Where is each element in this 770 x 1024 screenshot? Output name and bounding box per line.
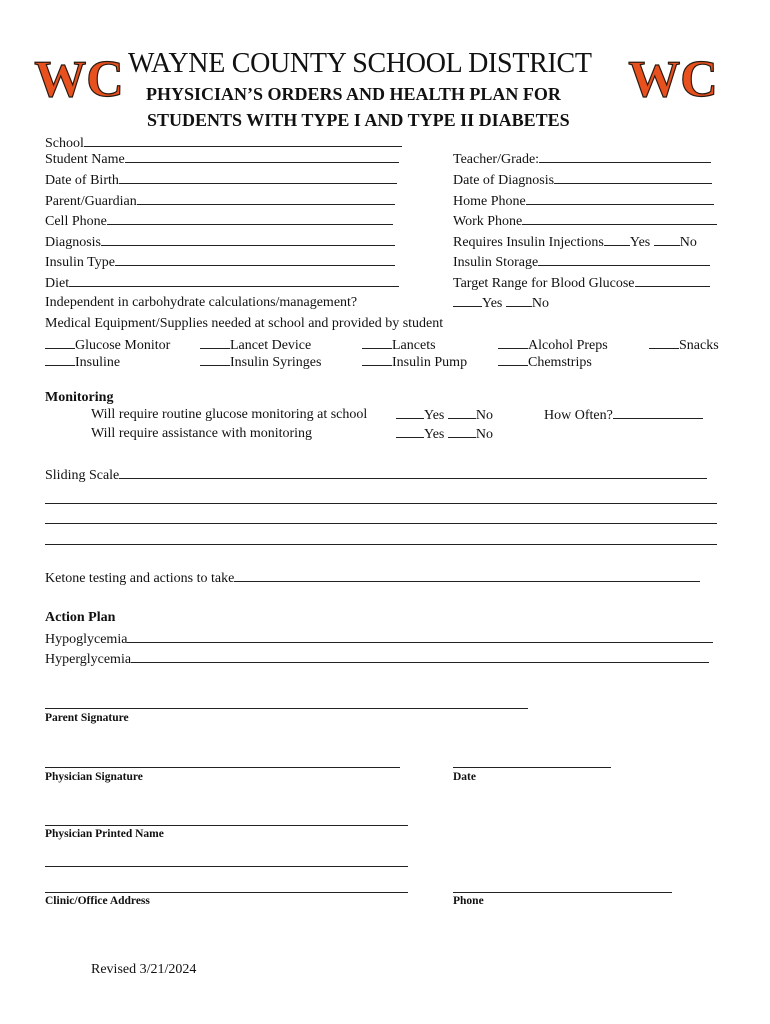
ketone-field[interactable]: Ketone testing and actions to take <box>45 570 700 587</box>
diagnosis-field[interactable]: Diagnosis <box>45 234 395 251</box>
district-logo-left-icon <box>34 48 124 108</box>
home-phone-field[interactable]: Home Phone <box>453 193 714 210</box>
clinic-address-label: Clinic/Office Address <box>45 895 150 907</box>
supply-snacks[interactable]: Snacks <box>649 337 719 354</box>
subtitle-line-1: PHYSICIAN’S ORDERS AND HEALTH PLAN FOR <box>146 84 561 104</box>
sliding-scale-line-2[interactable] <box>45 503 717 504</box>
target-range-field[interactable]: Target Range for Blood Glucose <box>453 275 710 292</box>
parent-guardian-field[interactable]: Parent/Guardian <box>45 193 395 210</box>
supply-insuline[interactable]: Insuline <box>45 354 120 371</box>
phone-line[interactable] <box>453 892 672 893</box>
supply-alcohol-preps[interactable]: Alcohol Preps <box>498 337 608 354</box>
monitoring-heading: Monitoring <box>45 390 114 405</box>
physician-signature-line[interactable] <box>45 767 400 768</box>
insulin-storage-field[interactable]: Insulin Storage <box>453 254 710 271</box>
district-logo-right-icon <box>628 48 718 108</box>
logo-text: WC <box>628 51 718 108</box>
physician-printed-name-line[interactable] <box>45 825 408 826</box>
date-line[interactable] <box>453 767 611 768</box>
supply-insulin-pump[interactable]: Insulin Pump <box>362 354 467 371</box>
teacher-grade-field[interactable]: Teacher/Grade: <box>453 151 711 168</box>
sliding-scale-line-4[interactable] <box>45 544 717 545</box>
parent-signature-label: Parent Signature <box>45 712 129 724</box>
hyperglycemia-field[interactable]: Hyperglycemia <box>45 651 709 668</box>
routine-monitoring-answer[interactable]: Yes No <box>396 407 493 424</box>
diet-field[interactable]: Diet <box>45 275 399 292</box>
date-label: Date <box>453 771 476 783</box>
phone-label: Phone <box>453 895 484 907</box>
how-often-field[interactable]: How Often? <box>544 407 703 424</box>
address-line-1[interactable] <box>45 866 408 867</box>
date-of-diagnosis-field[interactable]: Date of Diagnosis <box>453 172 712 189</box>
requires-insulin-field[interactable]: Requires Insulin Injections Yes No <box>453 235 697 250</box>
sliding-scale-line-3[interactable] <box>45 523 717 524</box>
logo-text: WC <box>34 51 124 108</box>
supply-lancet-device[interactable]: Lancet Device <box>200 337 311 354</box>
revised-date: Revised 3/21/2024 <box>91 962 197 977</box>
supply-glucose-monitor[interactable]: Glucose Monitor <box>45 337 170 354</box>
routine-monitoring-label: Will require routine glucose monitoring at school <box>91 407 368 422</box>
supply-chemstrips[interactable]: Chemstrips <box>498 354 592 371</box>
assistance-monitoring-answer[interactable]: Yes No <box>396 426 493 443</box>
assistance-monitoring-label: Will require assistance with monitoring <box>91 426 313 441</box>
cell-phone-field[interactable]: Cell Phone <box>45 213 393 230</box>
student-name-field[interactable]: Student Name <box>45 151 399 168</box>
insulin-type-field[interactable]: Insulin Type <box>45 254 395 271</box>
school-field[interactable]: School <box>45 135 402 152</box>
independent-question: Independent in carbohydrate calculations/management? <box>45 295 358 310</box>
address-line-2[interactable] <box>45 892 408 893</box>
independent-answer[interactable]: Yes No <box>453 295 549 312</box>
page-title: WAYNE COUNTY SCHOOL DISTRICT <box>128 48 592 79</box>
physician-printed-name-label: Physician Printed Name <box>45 828 164 840</box>
physician-signature-label: Physician Signature <box>45 771 143 783</box>
sliding-scale-field[interactable]: Sliding Scale <box>45 467 707 484</box>
supply-lancets[interactable]: Lancets <box>362 337 436 354</box>
work-phone-field[interactable]: Work Phone <box>453 213 717 230</box>
supply-insulin-syringes[interactable]: Insulin Syringes <box>200 354 321 371</box>
action-plan-heading: Action Plan <box>45 610 116 625</box>
parent-signature-line[interactable] <box>45 708 528 709</box>
hypoglycemia-field[interactable]: Hypoglycemia <box>45 631 713 648</box>
supplies-heading: Medical Equipment/Supplies needed at school and provided by student <box>45 316 444 331</box>
date-of-birth-field[interactable]: Date of Birth <box>45 172 397 189</box>
subtitle-line-2: STUDENTS WITH TYPE I AND TYPE II DIABETES <box>147 110 570 130</box>
